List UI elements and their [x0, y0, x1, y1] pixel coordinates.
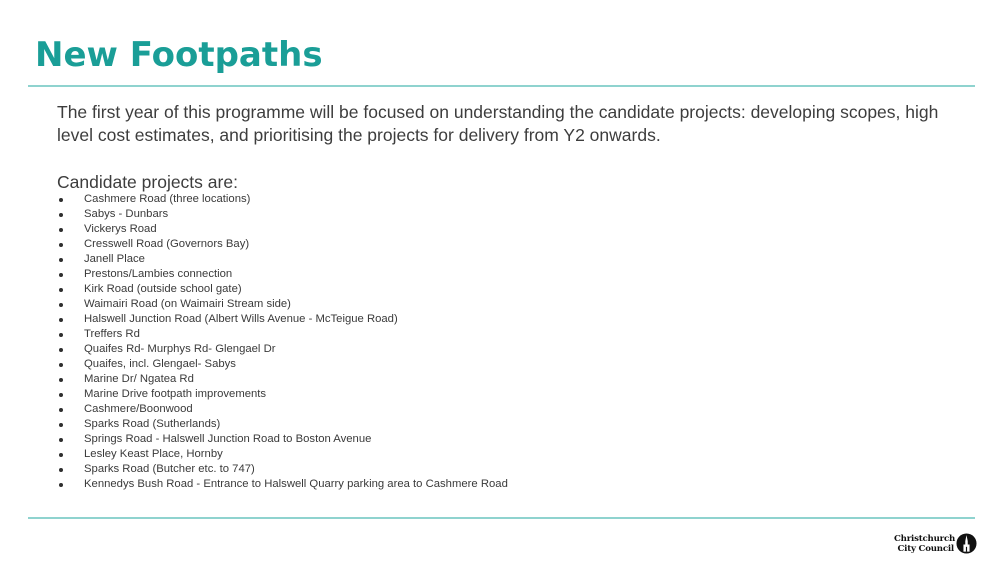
list-item: Kennedys Bush Road - Entrance to Halswell Quarry parking area to Cashmere Road — [57, 477, 508, 492]
list-item: Quaifes, incl. Glengael- Sabys — [57, 357, 508, 372]
list-item: Sparks Road (Sutherlands) — [57, 417, 508, 432]
footer-divider — [28, 517, 975, 519]
list-item: Sparks Road (Butcher etc. to 747) — [57, 462, 508, 477]
list-item: Prestons/Lambies connection — [57, 267, 508, 282]
list-item: Treffers Rd — [57, 327, 508, 342]
title-divider — [28, 85, 975, 87]
list-item: Cashmere Road (three locations) — [57, 192, 508, 207]
list-item: Cresswell Road (Governors Bay) — [57, 237, 508, 252]
list-item: Lesley Keast Place, Hornby — [57, 447, 508, 462]
cathedral-spire-icon — [956, 533, 977, 554]
candidates-heading: Candidate projects are: — [57, 172, 238, 192]
list-item: Springs Road - Halswell Junction Road to Boston Avenue — [57, 432, 508, 447]
list-item: Quaifes Rd- Murphys Rd- Glengael Dr — [57, 342, 508, 357]
intro-paragraph: The first year of this programme will be focused on understanding the candidate projects: developing scopes, high level cost estimates, and prioritising the projects for delivery from Y2 onwards. — [57, 102, 939, 145]
list-item: Marine Drive footpath improvements — [57, 387, 508, 402]
council-logo — [894, 533, 978, 555]
page-title: New Footpaths — [35, 35, 323, 75]
list-item: Janell Place — [57, 252, 508, 267]
list-item: Sabys - Dunbars — [57, 207, 508, 222]
list-item: Halswell Junction Road (Albert Wills Avenue - McTeigue Road) — [57, 312, 508, 327]
list-item: Marine Dr/ Ngatea Rd — [57, 372, 508, 387]
logo-line-2: City Council — [897, 544, 954, 554]
list-item: Vickerys Road — [57, 222, 508, 237]
logo-line-1: Christchurch — [894, 534, 956, 544]
candidate-project-list — [57, 192, 508, 492]
council-logo-text — [894, 534, 954, 554]
list-item: Kirk Road (outside school gate) — [57, 282, 508, 297]
list-item: Cashmere/Boonwood — [57, 402, 508, 417]
list-item: Waimairi Road (on Waimairi Stream side) — [57, 297, 508, 312]
